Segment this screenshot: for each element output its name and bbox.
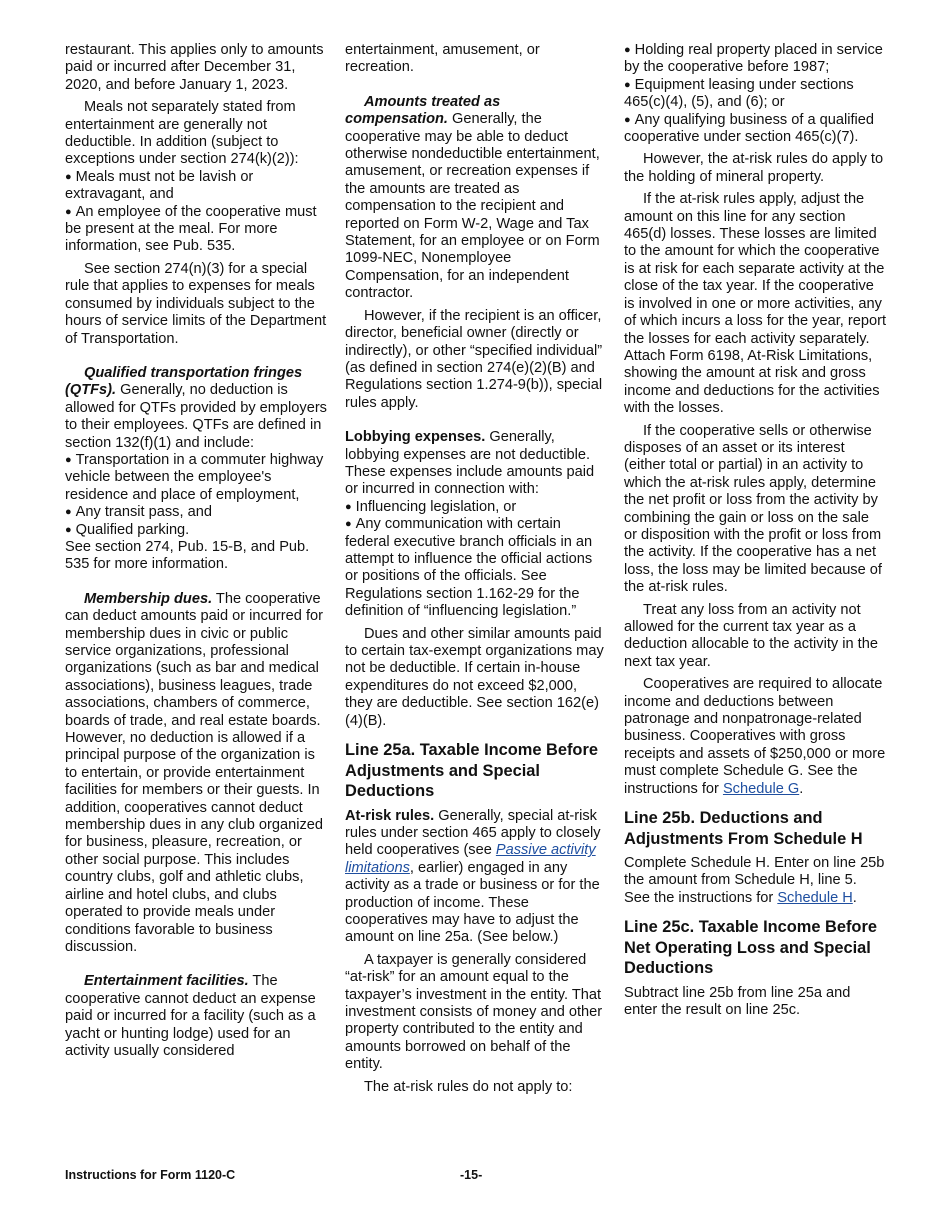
paragraph: If the cooperative sells or otherwise disposes of an asset or its interest (either total or partial) in an activity to which the at-risk rules apply, determine the net profit or loss from the activity by combining the gain or loss on the sale or disposition with the profit or loss from the activity. If the cooperative has a net loss, the loss may be limited because of the at-risk rules. [624, 422, 882, 596]
bullet-item: ● Influencing legislation, or [345, 498, 517, 515]
paragraph: See section 274(n)(3) for a special rule that applies to expenses for meals consumed by individuals subject to the hours of service limits of the Department of Transportation. [65, 260, 327, 347]
paragraph-qtf: Qualified transportation fringes (QTFs). Generally, no deduction is allowed for QTFs provided by employers to their employees. QTFs are defined in section 132(f)(1) and include: [65, 364, 327, 451]
paragraph-entertainment: Entertainment facilities. The cooperative cannot deduct an expense paid or incurred for a facility (such as a yacht or hunting lodge) used for an activity usually considered [65, 973, 316, 1059]
section-heading-line-25a: Line 25a. Taxable Income Before Adjustments and Special Deductions [345, 741, 598, 801]
footer-form-title: Instructions for Form 1120-C [65, 1168, 236, 1182]
run-in-heading: Amounts treated as compensation. [345, 93, 501, 128]
run-in-heading: Qualified transportation fringes (QTFs). [65, 364, 303, 399]
paragraph: Meals not separately stated from entertainment are generally not deductible. In addition (subject to exceptions under section 274(k)(2)): [65, 99, 299, 168]
run-in-heading: Entertainment facilities. [84, 973, 249, 990]
paragraph: However, the at-risk rules do apply to the holding of mineral property. [624, 151, 884, 185]
paragraph-membership: Membership dues. The cooperative can deduct amounts paid or incurred for membership dues in civic or public service organizations, professional organizations (such as bar and medical associations), business leagues, trade associations, chambers of commerce, boards of trade, and real estate boards. However, no deduction is allowed if a principal purpose of the organization is to entertain, or provide entertainment facilities for members or their guests. In addition, cooperatives cannot deduct membership dues in any club organized for business, pleasure, recreation, or other social purpose. This includes country clubs, golf and athletic clubs, airline and hotel clubs, and clubs operated to provide meals under conditions favorable to business discussion. [65, 590, 323, 955]
bullet-item: ● Equipment leasing under sections 465(c)(4), (5), and (6); or [624, 76, 854, 111]
section-heading-line-25b: Line 25b. Deductions and Adjustments From Schedule H [624, 809, 863, 848]
bullet-item: ● Meals must not be lavish or extravagant, and [65, 168, 254, 203]
paragraph: entertainment, amusement, or recreation. [345, 42, 540, 76]
run-in-heading: Lobbying expenses. [345, 429, 486, 446]
bullet-item: ● Any communication with certain federal executive branch officials in an attempt to influence the official actions or positions of the officials. See Regulations section 1.162-29 for the definition of “influencing legislation.” [345, 516, 593, 620]
paragraph-compensation: Amounts treated as compensation. Generally, the cooperative may be able to deduct otherwise nondeductible entertainment, amusement, or recreation expenses if the amounts are treated as compensation to the recipient and reported on Form W-2, Wage and Tax Statement, for an employee or on Form 1099-NEC, Nonemployee Compensation, for an independent contractor. [345, 93, 600, 302]
paragraph: Dues and other similar amounts paid to certain tax-exempt organizations may not be deductible. If certain in-house expenditures do not exceed $2,000, they are deductible. See section 162(e)(4)(B). [345, 625, 604, 729]
bullet-item: ● An employee of the cooperative must be present at the meal. For more information, see Pub. 535. [65, 203, 317, 255]
paragraph: The at-risk rules do not apply to: [364, 1078, 573, 1095]
page-number: -15- [460, 1168, 483, 1182]
section-heading-line-25c: Line 25c. Taxable Income Before Net Operating Loss and Special Deductions [624, 918, 877, 978]
bullet-item: ● Any transit pass, and [65, 504, 212, 521]
passive-activity-link[interactable]: Passive activity limitations [345, 842, 596, 876]
paragraph: Treat any loss from an activity not allowed for the current tax year as a deduction allocable to the activity in the next tax year. [624, 601, 878, 670]
bullet-item: ● Qualified parking. [65, 521, 190, 538]
paragraph: However, if the recipient is an officer, director, beneficial owner (directly or indirectly), or other “specified individual” (as defined in section 274(e)(2)(B) and Regulations section 1.274-9(b)), special rules apply. [345, 307, 603, 411]
schedule-g-link[interactable]: Schedule G [722, 780, 800, 797]
column-1 [65, 42, 327, 1060]
run-in-heading: At-risk rules. [345, 807, 435, 824]
schedule-h-link[interactable]: Schedule H [777, 889, 853, 906]
column-3 [624, 42, 886, 1020]
run-in-heading: Membership dues. [84, 590, 213, 607]
paragraph: If the at-risk rules apply, adjust the amount on this line for any section 465(d) losses. These losses are limited to the amount for which the cooperative is at risk for each separate activity at the close of the tax year. If the cooperative is involved in one or more activities, any of which incurs a loss for the year, report the losses for each activity separately. Attach Form 6198, At-Risk Limitations, showing the amount at risk and gross income and deductions for the activities with the losses. [624, 191, 886, 417]
paragraph-at-risk: At-risk rules. Generally, special at-risk rules under section 465 apply to closely held cooperatives (see Passive activity limitations, earlier) engaged in any activity as a trade or business or for the production of income. These cooperatives may have to adjust the amount on line 25a. (See below.) [345, 807, 601, 946]
paragraph-allocation: Cooperatives are required to allocate income and deductions between patronage and nonpatronage-related business. Cooperatives with gross receipts and assets of $250,000 or more must complete Schedule G. See the instructions for Schedule G. [624, 676, 886, 797]
paragraph: See section 274, Pub. 15-B, and Pub. 535 for more information. [65, 538, 310, 573]
paragraph: restaurant. This applies only to amounts paid or incurred after December 31, 2020, and before January 1, 2023. [65, 42, 324, 93]
paragraph-lobbying: Lobbying expenses. Generally, lobbying expenses are not deductible. These expenses include amounts paid or incurred in connection with: [345, 429, 595, 498]
paragraph-schedule-h: Complete Schedule H. Enter on line 25b the amount from Schedule H, line 5. See the instructions for Schedule H. [624, 855, 885, 906]
column-2 [345, 42, 607, 1096]
bullet-item: ● Transportation in a commuter highway vehicle between the employee's residence and place of employment, [65, 451, 324, 503]
bullet-item: ● Any qualifying business of a qualified cooperative under section 465(c)(7). [624, 111, 874, 146]
paragraph: A taxpayer is generally considered “at-risk” for an amount equal to the taxpayer’s investment in the entity. That investment consists of money and other property contributed to the entity and amounts borrowed on behalf of the entity. [345, 951, 603, 1073]
paragraph: Subtract line 25b from line 25a and enter the result on line 25c. [624, 984, 851, 1019]
bullet-item: ● Holding real property placed in service by the cooperative before 1987; [624, 42, 883, 76]
